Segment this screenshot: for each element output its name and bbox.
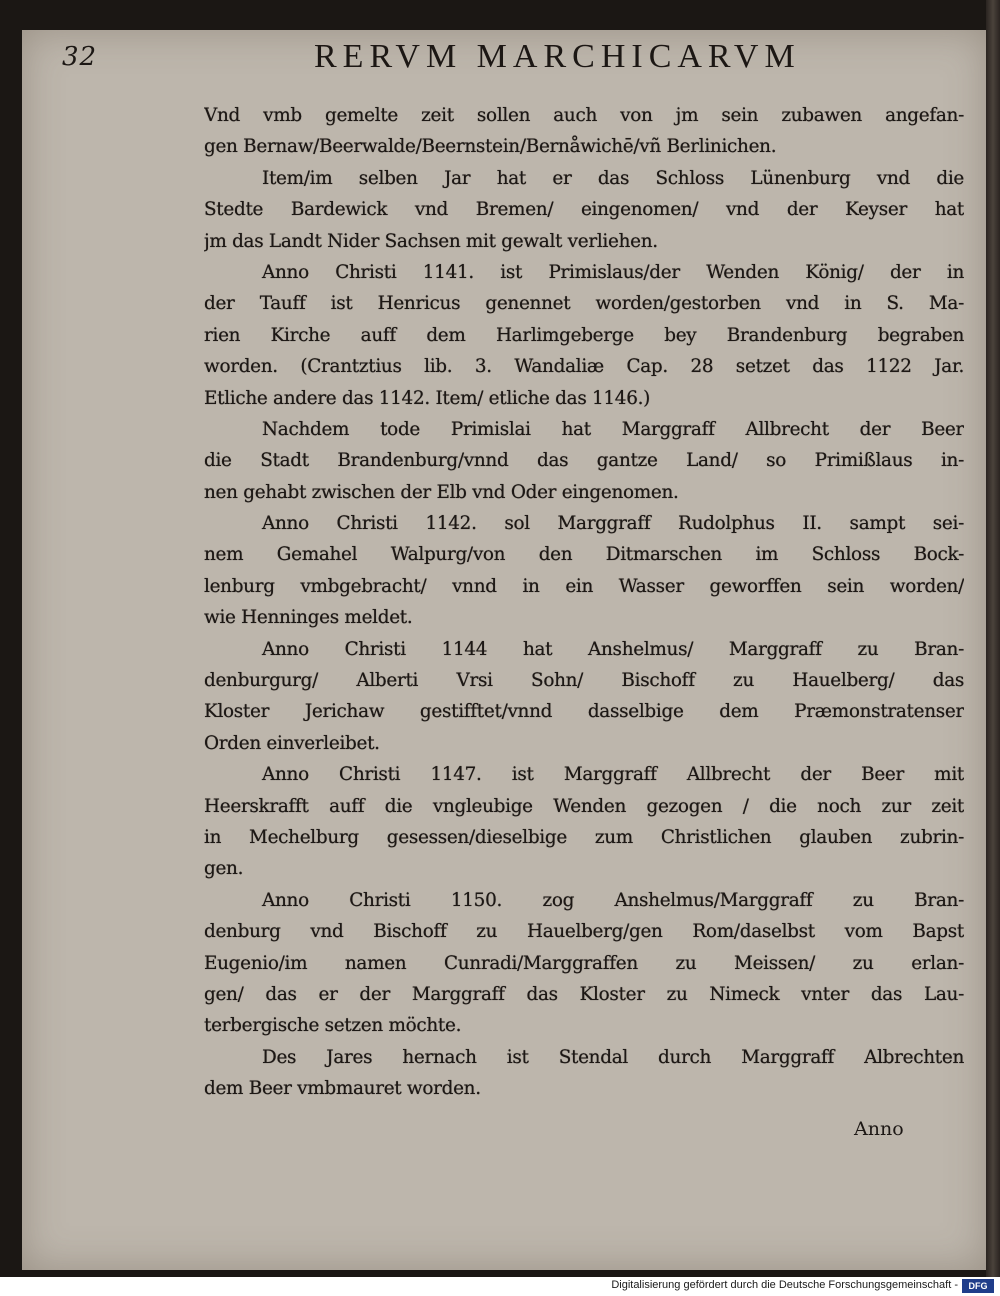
text-line: gen. [204, 858, 244, 880]
text-line: worden. (Crantztius lib. 3. Wandaliæ Cap. 28 setzet das 1122 Jar. [204, 356, 964, 378]
running-head [62, 38, 962, 78]
text-line: denburg vnd Bischoff zu Hauelberg/gen Rom/daselbst vom Bapst [204, 921, 964, 943]
text-line: gen/ das er der Marggraff das Kloster zu Nimeck vnter das Lau- [204, 983, 964, 1005]
text-line: jm das Landt Nider Sachsen mit gewalt verliehen. [204, 230, 658, 252]
text-line: Eugenio/im namen Cunradi/Marggraffen zu Meissen/ zu erlan- [204, 952, 964, 974]
dfg-logo: DFG [962, 1279, 994, 1293]
footer-bar [0, 1277, 1000, 1296]
text-line: Heerskrafft auff die vngleubige Wenden gezogen / die noch zur zeit [204, 795, 964, 817]
funding-credit: Digitalisierung gefördert durch die Deutsche Forschungsgemeinschaft - [611, 1279, 958, 1291]
text-line: nem Gemahel Walpurg/von den Ditmarschen im Schloss Bock- [204, 544, 964, 566]
catchword: Anno [854, 1118, 904, 1140]
text-line: Anno Christi 1147. ist Marggraff Allbrecht der Beer mit [262, 764, 964, 786]
text-line: Item/im selben Jar hat er das Schloss Lünenburg vnd die [262, 167, 964, 189]
text-line: wie Henninges meldet. [204, 607, 413, 629]
text-line: Kloster Jerichaw gestifftet/vnnd dasselbige dem Præmonstratenser [204, 701, 964, 723]
paper-sheet [22, 30, 987, 1270]
text-line: die Stadt Brandenburg/vnnd das gantze Land/ so Primißlaus in- [204, 450, 964, 472]
text-line: dem Beer vmbmauret worden. [204, 1078, 481, 1100]
text-line: Etliche andere das 1142. Item/ etliche das 1146.) [204, 387, 651, 409]
text-line: Anno Christi 1150. zog Anshelmus/Marggraff zu Bran- [262, 889, 964, 911]
text-line: gen Bernaw/Beerwalde/Beernstein/Bernåwichē/vñ Berlinichen. [204, 136, 777, 158]
text-line: terbergische setzen möchte. [204, 1015, 462, 1037]
text-line: der Tauff ist Henricus genennet worden/gestorben vnd in S. Ma- [204, 293, 964, 315]
text-line: nen gehabt zwischen der Elb vnd Oder eingenomen. [204, 481, 679, 503]
text-line: Anno Christi 1144 hat Anshelmus/ Marggraff zu Bran- [262, 638, 964, 660]
text-line: lenburg vmbgebracht/ vnnd in ein Wasser geworffen sein worden/ [204, 575, 964, 597]
book-edge [986, 0, 1000, 1277]
text-line: Anno Christi 1141. ist Primislaus/der Wenden König/ der in [262, 261, 964, 283]
text-line: Anno Christi 1142. sol Marggraff Rudolphus II. sampt sei- [262, 513, 964, 535]
text-line: Vnd vmb gemelte zeit sollen auch von jm sein zubawen angefan- [204, 105, 964, 126]
text-line: Des Jares hernach ist Stendal durch Marggraff Albrechten [262, 1046, 964, 1068]
text-line: Nachdem tode Primislai hat Marggraff Allbrecht der Beer [262, 418, 964, 440]
page-number: 32 [62, 42, 98, 72]
text-line: rien Kirche auff dem Harlimgeberge bey Brandenburg begraben [204, 324, 964, 346]
text-line: denburgurg/ Alberti Vrsi Sohn/ Bischoff zu Hauelberg/ das [204, 670, 964, 692]
running-title: RERVM MARCHICARVM [314, 38, 801, 75]
text-line: Orden einverleibet. [204, 732, 380, 754]
text-line: Stedte Bardewick vnd Bremen/ eingenomen/ vnd der Keyser hat [204, 199, 964, 221]
body-text [204, 100, 964, 1105]
text-line: in Mechelburg gesessen/dieselbige zum Christlichen glauben zubrin- [204, 826, 964, 848]
